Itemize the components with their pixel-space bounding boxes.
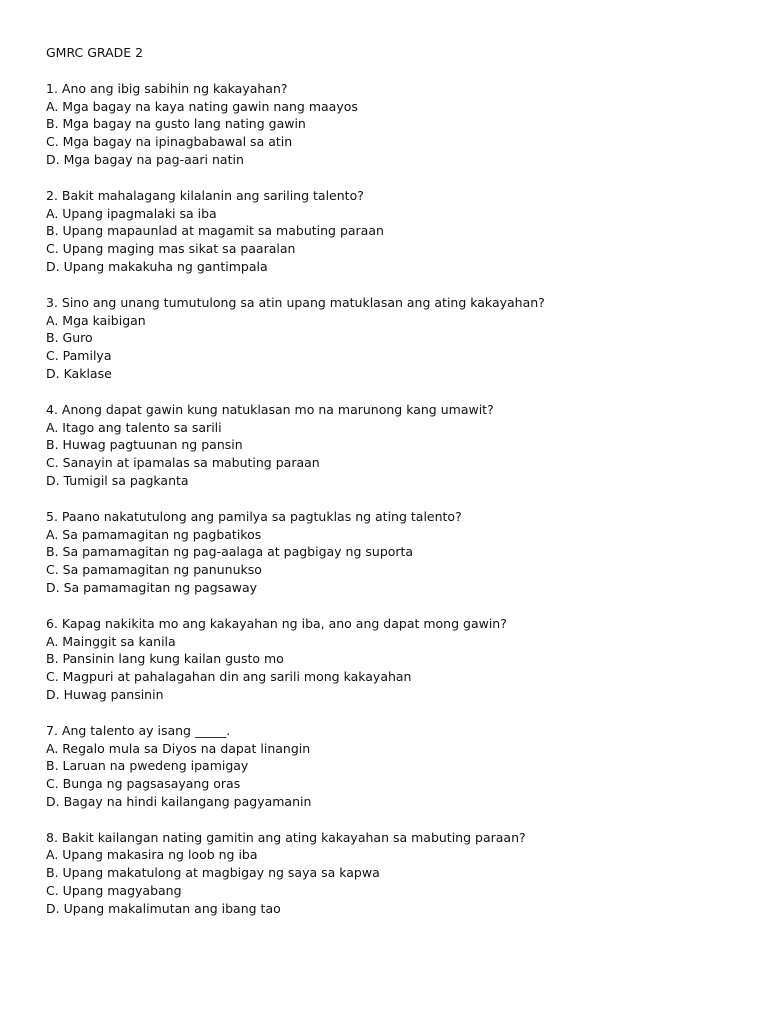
answer-option: C. Bunga ng pagsasayang oras: [46, 776, 241, 792]
question-prompt: 8. Bakit kailangan nating gamitin ang ating kakayahan sa mabuting paraan?: [46, 829, 526, 845]
answer-option: B. Huwag pagtuunan ng pansin: [46, 437, 243, 453]
answer-option: D. Huwag pansinin: [46, 686, 164, 702]
question-block: [46, 80, 746, 169]
answer-option: C. Pamilya: [46, 348, 112, 364]
question-prompt: 1. Ano ang ibig sabihin ng kakayahan?: [46, 80, 288, 96]
answer-option: C. Mga bagay na ipinagbabawal sa atin: [46, 134, 293, 150]
document-title: GMRC GRADE 2: [46, 45, 144, 60]
question-prompt: 7. Ang talento ay isang _____.: [46, 722, 231, 738]
answer-option: C. Sa pamamagitan ng panunukso: [46, 562, 262, 578]
answer-option: B. Upang makatulong at magbigay ng saya sa kapwa: [46, 865, 380, 881]
question-prompt: 4. Anong dapat gawin kung natuklasan mo na marunong kang umawit?: [46, 401, 494, 417]
answer-option: A. Sa pamamagitan ng pagbatikos: [46, 526, 262, 542]
answer-option: D. Upang makalimutan ang ibang tao: [46, 900, 281, 916]
answer-option: D. Bagay na hindi kailangang pagyamanin: [46, 793, 312, 809]
worksheet-page: [46, 44, 746, 918]
answer-option: B. Upang mapaunlad at magamit sa mabuting paraan: [46, 223, 384, 239]
answer-option: A. Upang makasira ng loob ng iba: [46, 847, 258, 863]
answer-option: D. Mga bagay na pag-aari natin: [46, 151, 244, 167]
answer-option: B. Pansinin lang kung kailan gusto mo: [46, 651, 284, 667]
question-block: [46, 508, 746, 597]
answer-option: C. Upang magyabang: [46, 883, 182, 899]
answer-option: C. Upang maging mas sikat sa paaralan: [46, 241, 296, 257]
question-prompt: 2. Bakit mahalagang kilalanin ang sariling talento?: [46, 187, 364, 203]
answer-option: A. Mainggit sa kanila: [46, 633, 176, 649]
question-block: [46, 401, 746, 490]
question-prompt: 6. Kapag nakikita mo ang kakayahan ng iba, ano ang dapat mong gawin?: [46, 615, 507, 631]
answer-option: A. Mga kaibigan: [46, 312, 146, 328]
question-prompt: 3. Sino ang unang tumutulong sa atin upang matuklasan ang ating kakayahan?: [46, 294, 545, 310]
answer-option: C. Magpuri at pahalagahan din ang sarili mong kakayahan: [46, 669, 412, 685]
answer-option: A. Upang ipagmalaki sa iba: [46, 205, 217, 221]
answer-option: D. Kaklase: [46, 365, 112, 381]
answer-option: D. Upang makakuha ng gantimpala: [46, 258, 268, 274]
answer-option: D. Tumigil sa pagkanta: [46, 472, 189, 488]
answer-option: B. Sa pamamagitan ng pag-aalaga at pagbigay ng suporta: [46, 544, 414, 560]
answer-option: B. Laruan na pwedeng ipamigay: [46, 758, 249, 774]
question-block: [46, 829, 746, 918]
answer-option: B. Guro: [46, 330, 93, 346]
question-block: [46, 294, 746, 383]
question-list: [46, 80, 746, 918]
answer-option: C. Sanayin at ipamalas sa mabuting paraan: [46, 455, 320, 471]
question-block: [46, 722, 746, 811]
answer-option: D. Sa pamamagitan ng pagsaway: [46, 579, 258, 595]
title-spacer: [46, 62, 746, 80]
answer-option: B. Mga bagay na gusto lang nating gawin: [46, 116, 306, 132]
question-block: [46, 187, 746, 276]
question-prompt: 5. Paano nakatutulong ang pamilya sa pagtuklas ng ating talento?: [46, 508, 462, 524]
answer-option: A. Regalo mula sa Diyos na dapat linangin: [46, 740, 311, 756]
answer-option: A. Itago ang talento sa sarili: [46, 419, 222, 435]
answer-option: A. Mga bagay na kaya nating gawin nang maayos: [46, 98, 358, 114]
question-block: [46, 615, 746, 704]
